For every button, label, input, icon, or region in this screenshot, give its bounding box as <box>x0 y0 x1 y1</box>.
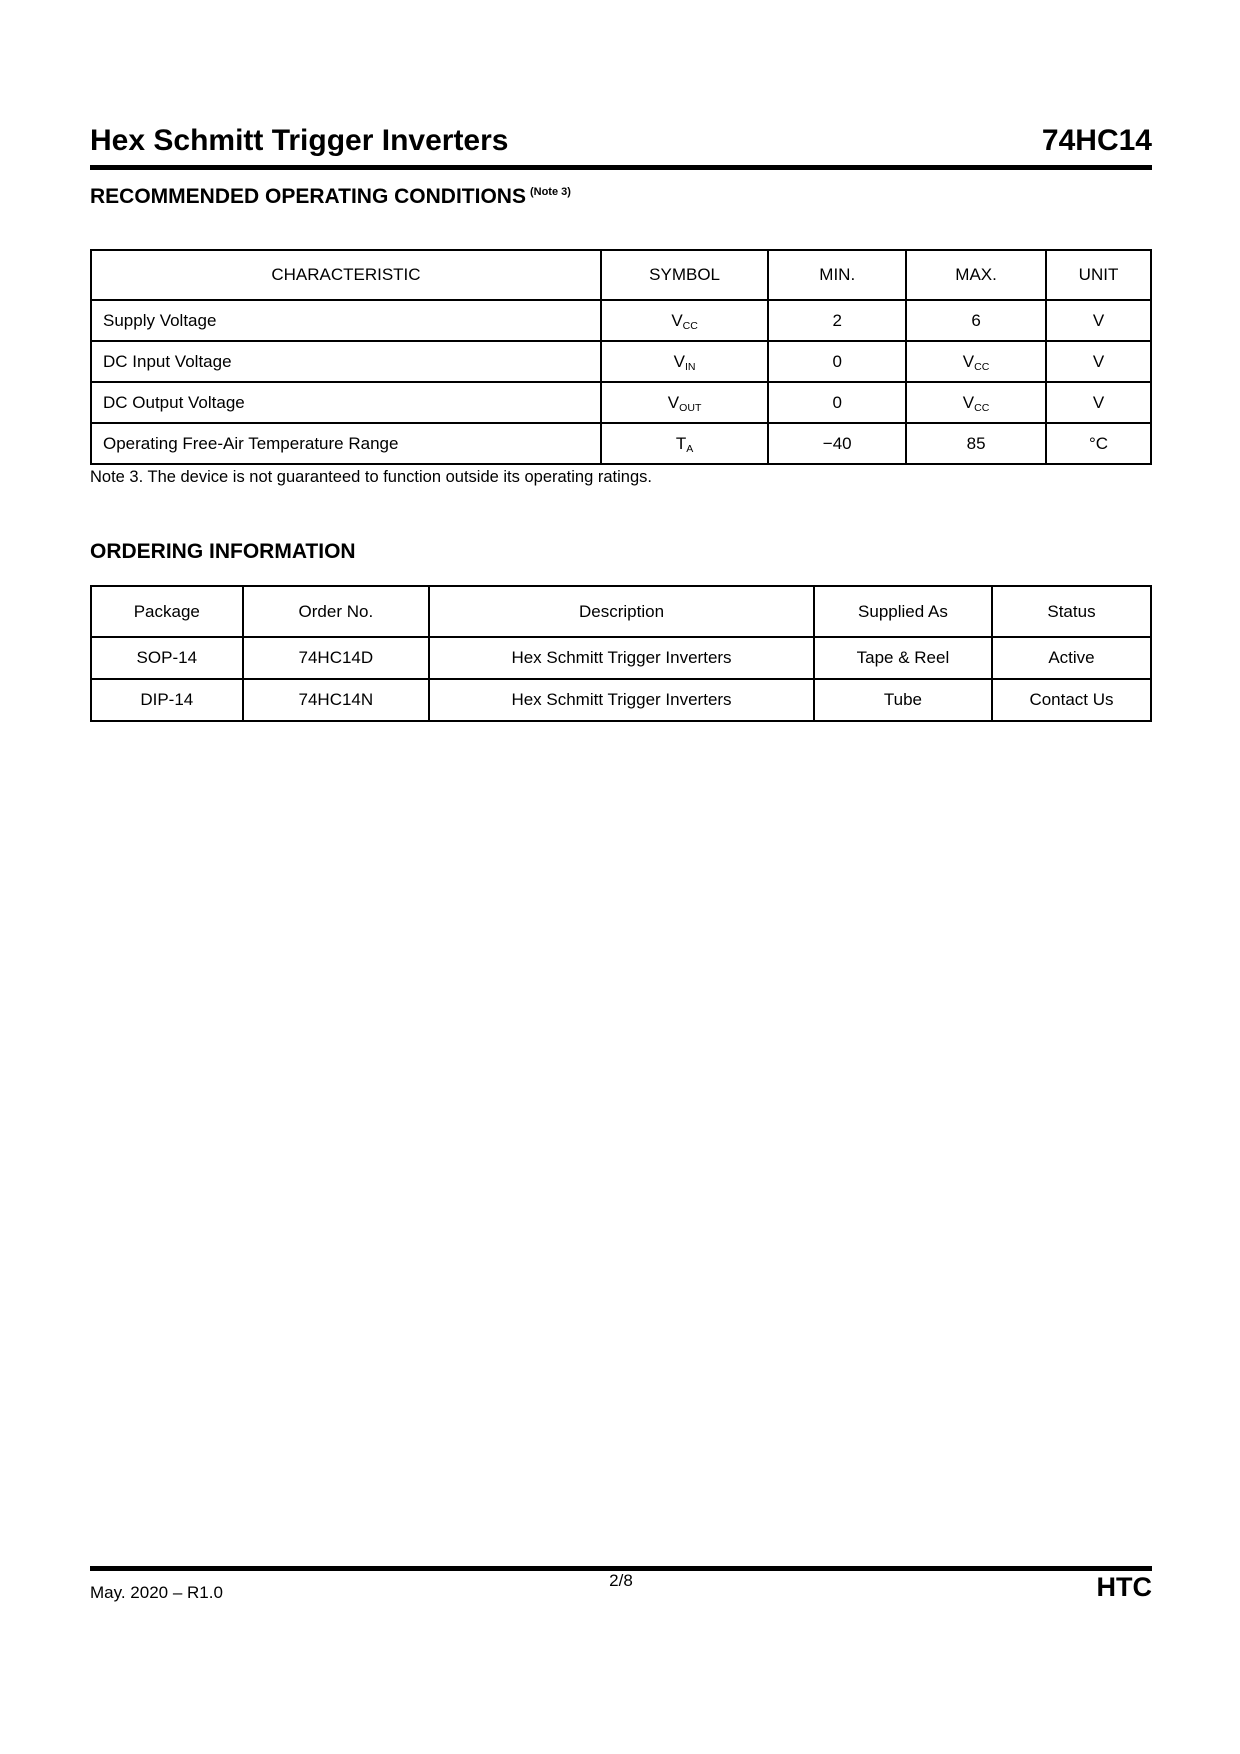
page-header <box>90 124 1152 158</box>
note-reference: (Note 3) <box>529 186 571 198</box>
cell-description: Hex Schmitt Trigger Inverters <box>429 637 814 679</box>
min-base: 0 <box>832 392 842 412</box>
cell-package: DIP-14 <box>91 679 243 721</box>
table-row <box>91 300 1151 341</box>
footer-logo: HTC <box>1096 1572 1152 1602</box>
cell-min <box>768 382 906 423</box>
cell-min <box>768 341 906 382</box>
symbol-subscript: CC <box>682 319 698 332</box>
cell-unit: V <box>1046 341 1151 382</box>
table-row <box>91 423 1151 464</box>
note-3: Note 3. The device is not guaranteed to function outside its operating ratings. <box>90 468 652 486</box>
min-base: 0 <box>832 351 842 371</box>
column-header-characteristic: CHARACTERISTIC <box>91 250 601 300</box>
section-heading-text: RECOMMENDED OPERATING CONDITIONS <box>90 185 526 208</box>
cell-unit: V <box>1046 382 1151 423</box>
max-base: 85 <box>966 433 986 453</box>
column-header-supplied-as: Supplied As <box>814 586 992 637</box>
page-title: Hex Schmitt Trigger Inverters <box>90 124 509 157</box>
cell-order-no: 74HC14N <box>243 679 430 721</box>
symbol-base: V <box>671 310 683 330</box>
cell-max <box>906 423 1046 464</box>
page-content <box>90 0 1152 1754</box>
cell-characteristic: Operating Free-Air Temperature Range <box>91 423 601 464</box>
column-header-package: Package <box>91 586 243 637</box>
column-header-symbol: SYMBOL <box>601 250 768 300</box>
part-number: 74HC14 <box>1041 124 1152 157</box>
symbol-subscript: OUT <box>679 401 702 414</box>
cell-supplied-as: Tube <box>814 679 992 721</box>
column-header-min: MIN. <box>768 250 906 300</box>
min-base: −40 <box>822 433 852 453</box>
column-header-max: MAX. <box>906 250 1046 300</box>
symbol-base: V <box>673 351 685 371</box>
cell-min <box>768 423 906 464</box>
cell-status: Contact Us <box>992 679 1151 721</box>
footer-revision: May. 2020 – R1.0 <box>90 1583 223 1602</box>
cell-characteristic: DC Input Voltage <box>91 341 601 382</box>
min-base: 2 <box>832 310 842 330</box>
max-subscript: CC <box>974 360 990 373</box>
column-header-description: Description <box>429 586 814 637</box>
cell-status: Active <box>992 637 1151 679</box>
cell-unit: V <box>1046 300 1151 341</box>
symbol-base: V <box>667 392 680 412</box>
symbol-base: T <box>675 433 687 453</box>
operating-conditions-table <box>90 249 1152 465</box>
table-row <box>91 679 1151 721</box>
cell-symbol <box>601 341 768 382</box>
table-row <box>91 341 1151 382</box>
max-base: 6 <box>971 310 981 330</box>
cell-description: Hex Schmitt Trigger Inverters <box>429 679 814 721</box>
cell-min <box>768 300 906 341</box>
column-header-unit: UNIT <box>1046 250 1151 300</box>
cell-unit: °C <box>1046 423 1151 464</box>
max-base: V <box>962 392 975 412</box>
cell-package: SOP-14 <box>91 637 243 679</box>
cell-symbol <box>601 382 768 423</box>
cell-symbol <box>601 300 768 341</box>
max-base: V <box>962 351 975 371</box>
cell-max <box>906 300 1046 341</box>
cell-characteristic: DC Output Voltage <box>91 382 601 423</box>
cell-order-no: 74HC14D <box>243 637 430 679</box>
cell-symbol <box>601 423 768 464</box>
section-heading-recommended-operating-conditions <box>90 185 571 209</box>
table-row <box>91 637 1151 679</box>
header-rule <box>90 165 1152 170</box>
max-subscript: CC <box>974 401 990 414</box>
ordering-information-table <box>90 585 1152 722</box>
column-header-status: Status <box>992 586 1151 637</box>
symbol-subscript: A <box>686 442 694 455</box>
table-row <box>91 382 1151 423</box>
cell-characteristic: Supply Voltage <box>91 300 601 341</box>
table-header-row <box>91 250 1151 300</box>
cell-supplied-as: Tape & Reel <box>814 637 992 679</box>
column-header-order-no: Order No. <box>243 586 430 637</box>
section-heading-ordering-information: ORDERING INFORMATION <box>90 540 356 563</box>
table-header-row <box>91 586 1151 637</box>
cell-max <box>906 382 1046 423</box>
cell-max <box>906 341 1046 382</box>
symbol-subscript: IN <box>685 360 696 373</box>
page-number: 2/8 <box>609 1571 633 1590</box>
